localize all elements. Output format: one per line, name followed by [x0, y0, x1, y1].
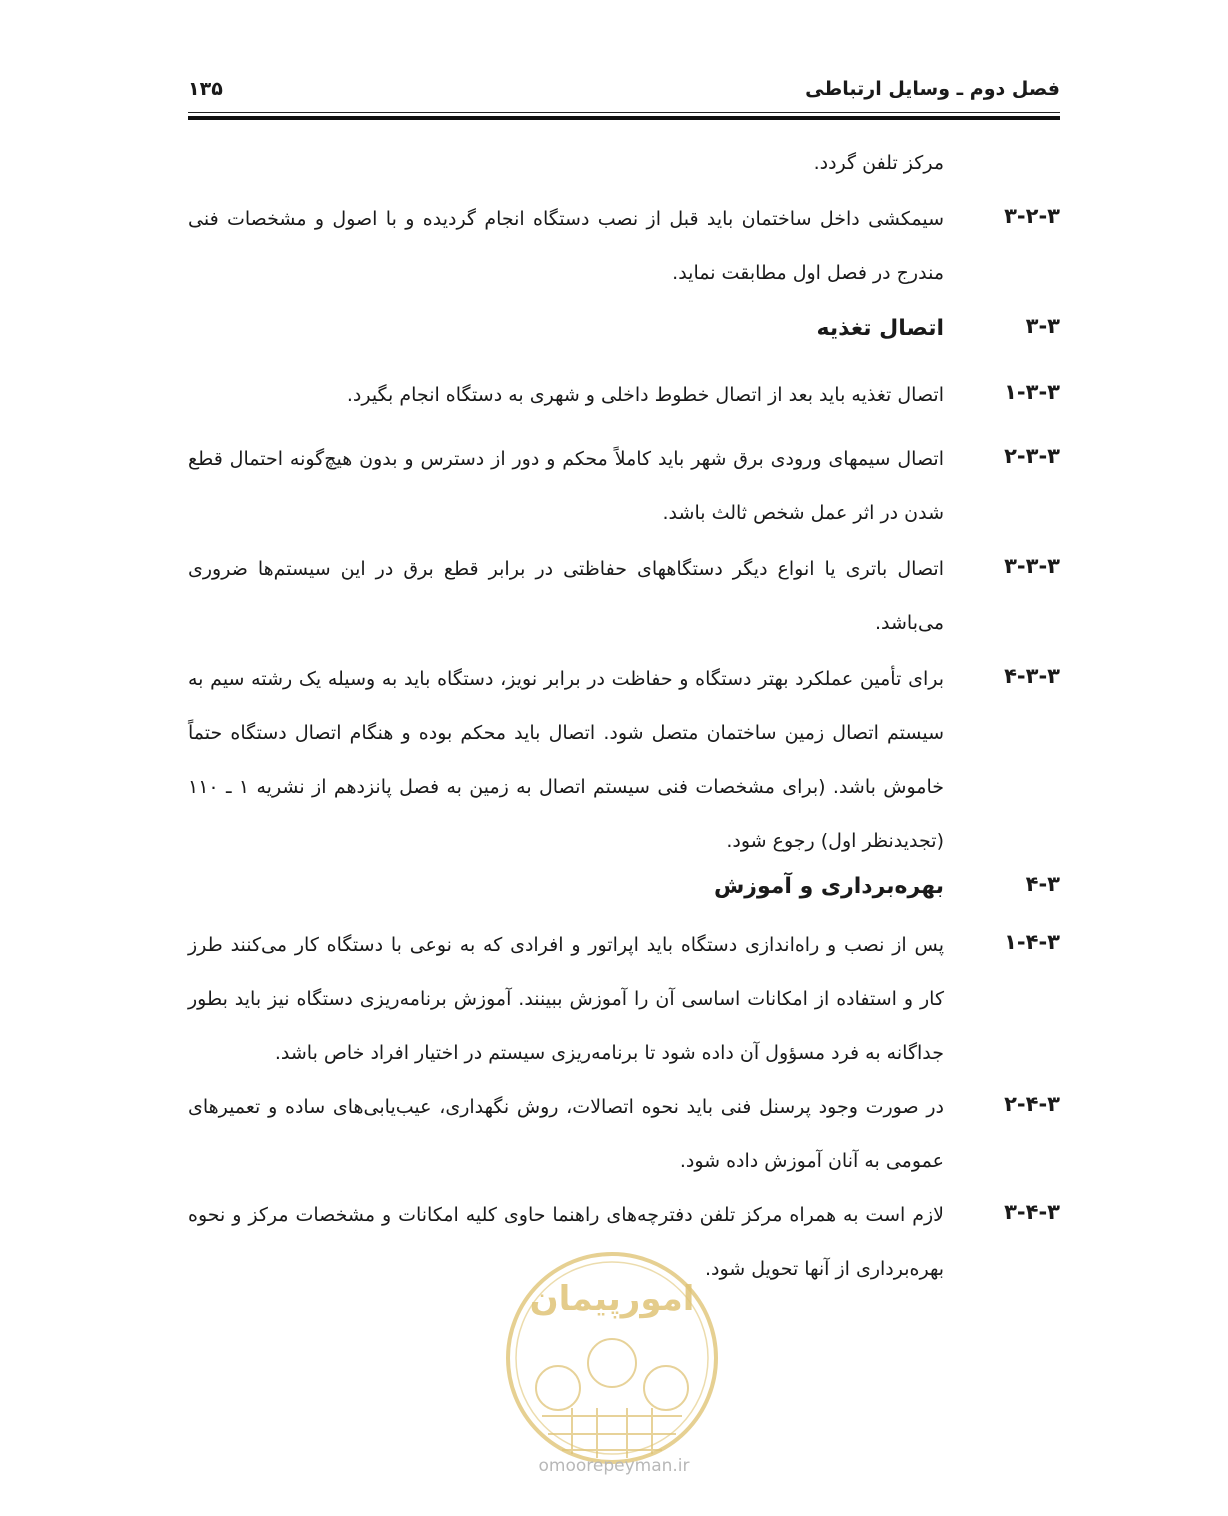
watermark-seal: [502, 1248, 722, 1468]
clause-number: ۲-۳-۳: [1004, 444, 1060, 468]
clause-text: لازم است به همراه مرکز تلفن دفترچه‌های راهنما حاوی کلیه امکانات و مشخصات مرکز و نحوه بهره‌برداری از آنها تحویل شود.: [188, 1204, 944, 1280]
clause-text: اتصال تغذیه باید بعد از اتصال خطوط داخلی و شهری به دستگاه انجام بگیرد.: [346, 384, 944, 406]
seal-text: امورپیمان: [529, 1279, 695, 1319]
section-title: اتصال تغذیه: [816, 316, 944, 341]
section-number: ۳-۳: [1025, 314, 1060, 338]
clause-number: ۳-۴-۳: [1004, 1200, 1060, 1224]
clause-number: ۱-۴-۳: [1004, 930, 1060, 954]
clause-text: پس از نصب و راه‌اندازی دستگاه باید اپراتور و افرادی که به نوعی با دستگاه کار می‌کنند طرز کار و استفاده از امکانات اساسی آن را آموزش ببینند. آموزش برنامه‌ریزی دستگاه نیز باید بطور جداگانه به فرد مسؤول آن داده شود تا برنامه‌ریزی سیستم در اختیار افراد خاص باشد.: [188, 934, 944, 1064]
header-rule-thin: [188, 112, 1060, 113]
watermark-url: omoorepeyman.ir: [538, 1456, 690, 1476]
clause-number: ۳-۳-۳: [1004, 554, 1060, 578]
running-title: فصل دوم ـ وسایل ارتباطی: [805, 78, 1060, 100]
clause-text: سیمکشی داخل ساختمان باید قبل از نصب دستگاه انجام گردیده و با اصول و مشخصات فنی مندرج در فصل اول مطابقت نماید.: [188, 208, 944, 284]
page-header: [188, 72, 1060, 112]
paragraph-text: مرکز تلفن گردد.: [813, 152, 944, 174]
clause-number: ۲-۴-۳: [1004, 1092, 1060, 1116]
page-number: ۱۳۵: [188, 78, 223, 100]
clause-text: اتصال سیمهای ورودی برق شهر باید کاملاً محکم و دور از دسترس و بدون هیچ‌گونه احتمال قطع شدن در اثر عمل شخص ثالث باشد.: [188, 448, 944, 524]
clause-number: ۴-۳-۳: [1004, 664, 1060, 688]
clause-number: ۱-۳-۳: [1004, 380, 1060, 404]
section-number: ۴-۳: [1025, 872, 1060, 896]
header-rule-thick: [188, 116, 1060, 120]
clause-text: در صورت وجود پرسنل فنی باید نحوه اتصالات، روش نگهداری، عیب‌یابی‌های ساده و تعمیرهای عمومی به آنان آموزش داده شود.: [188, 1096, 944, 1172]
section-title: بهره‌برداری و آموزش: [713, 874, 944, 899]
clause-number: ۳-۲-۳: [1004, 204, 1060, 228]
clause-text: اتصال باتری یا انواع دیگر دستگاههای حفاظتی در برابر قطع برق در این سیستم‌ها ضروری می‌باشد.: [188, 558, 944, 634]
clause-text: برای تأمین عملکرد بهتر دستگاه و حفاظت در برابر نویز، دستگاه باید به وسیله یک رشته سیم به سیستم اتصال زمین ساختمان متصل شود. اتصال باید محکم بوده و هنگام اتصال دستگاه حتماً خاموش باشد. (برای مشخصات فنی سیستم اتصال به زمین به فصل پانزدهم از نشریه ۱ ـ ۱۱۰ (تجدیدنظر اول) رجوع شود.: [188, 668, 944, 852]
